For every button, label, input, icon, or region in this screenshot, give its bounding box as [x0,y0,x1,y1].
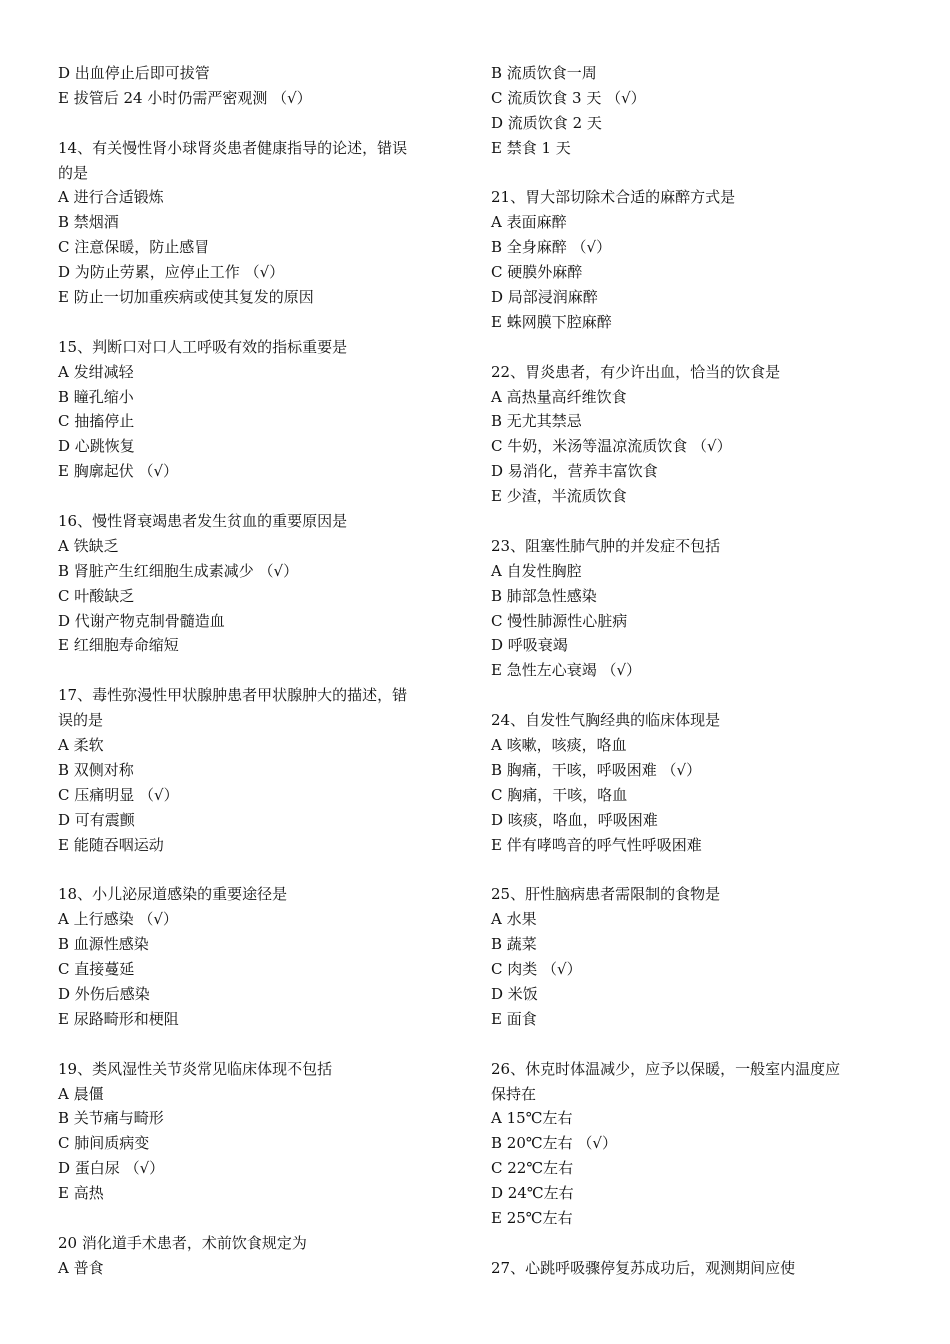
blank-line [58,111,458,136]
option-text: B 20℃左右 （√） [491,1134,617,1153]
option-text: C 注意保暖，防止感冒 [58,238,210,257]
option-text: E 防止一切加重疾病或使其复发的原因 [58,288,314,307]
question-text: 26、休克时体温减少，应予以保暖，一般室内温度应 [491,1059,841,1078]
option-text: D 心跳恢复 [58,437,135,456]
option-text: D 出血停止后即可拔管 [58,64,210,82]
option-text: B 蔬菜 [491,935,537,954]
blank-line [58,310,458,335]
blank-line [58,1206,458,1231]
option-text: C 牛奶，米汤等温凉流质饮食 （√） [491,437,732,456]
option-text: E 红细胞寿命缩短 [58,636,179,655]
option-text: C 肉类 （√） [491,960,582,979]
question-text: 22、胃炎患者，有少许出血，恰当的饮食是 [491,362,781,381]
option-text: D 为防止劳累，应停止工作 （√） [58,263,285,282]
option-text: D 局部浸润麻醉 [491,288,598,307]
option-text: A 上行感染 （√） [58,910,178,929]
question-text: 23、阻塞性肺气肿的并发症不包括 [491,536,721,555]
blank-line [491,1231,891,1256]
option-text: D 外伤后感染 [58,984,150,1003]
option-text: D 代谢产物克制骨髓造血 [58,611,225,630]
option-text: C 肺间质病变 [58,1134,150,1153]
option-text: D 咳痰，咯血，呼吸困难 [491,810,658,829]
option-text: B 流质饮食一周 [491,64,597,82]
option-text: A 晨僵 [58,1084,104,1103]
option-text: D 24℃左右 [491,1184,574,1203]
option-text: E 少渣，半流质饮食 [491,487,627,506]
question-text: 19、类风湿性关节炎常见临床体现不包括 [58,1059,333,1078]
option-text: E 禁食 1 天 [491,138,571,157]
option-text: E 伴有哮鸣音的呼气性呼吸困难 [491,835,702,854]
option-text: C 抽搐停止 [58,412,135,431]
blank-line [58,658,458,683]
right-column [491,61,891,1281]
option-text: B 胸痛，干咳，呼吸困难 （√） [491,760,702,779]
option-text: B 无尤其禁忌 [491,412,582,431]
option-text: A 自发性胸腔 [491,561,582,580]
option-text: C 硬膜外麻醉 [491,263,583,282]
question-text: 15、判断口对口人工呼吸有效的指标重要是 [58,337,348,356]
option-text: E 25℃左右 [491,1208,573,1227]
question-text: 14、有关慢性肾小球肾炎患者健康指导的论述，错误 [58,138,408,157]
question-text: 16、慢性肾衰竭患者发生贫血的重要原因是 [58,512,348,531]
option-text: E 能随吞咽运动 [58,835,164,854]
blank-line [58,484,458,509]
option-text: A 普食 [58,1258,104,1277]
option-text: C 22℃左右 [491,1159,574,1178]
option-text: 的是 [58,163,89,182]
option-text: E 高热 [58,1184,104,1203]
option-text: C 胸痛，干咳，咯血 [491,785,628,804]
question-text: 24、自发性气胸经典的临床体现是 [491,711,721,730]
option-text: B 瞳孔缩小 [58,387,134,406]
option-text: C 流质饮食 3 天 （√） [491,88,646,107]
option-text: B 双侧对称 [58,760,134,779]
question-text: 25、肝性脑病患者需限制的食物是 [491,885,721,904]
option-text: A 咳嗽，咳痰，咯血 [491,736,627,755]
blank-line [491,1032,891,1057]
option-text: D 易消化，营养丰富饮食 [491,462,658,481]
option-text: C 压痛明显 （√） [58,785,179,804]
option-text: A 15℃左右 [491,1109,573,1128]
blank-line [58,858,458,883]
option-text: D 可有震颤 [58,810,135,829]
option-text: E 胸廓起伏 （√） [58,462,179,481]
option-text: E 急性左心衰竭 （√） [491,661,642,680]
option-text: E 尿路畸形和梗阻 [58,1009,179,1028]
blank-line [491,858,891,883]
option-text: A 表面麻醉 [491,213,567,232]
option-text: A 高热量高纤维饮食 [491,387,627,406]
option-text: A 水果 [491,910,537,929]
option-text: B 肾脏产生红细胞生成素减少 （√） [58,561,299,580]
option-text: 保持在 [491,1084,537,1103]
blank-line [58,1032,458,1057]
option-text: B 肺部急性感染 [491,586,597,605]
blank-line [491,509,891,534]
option-text: A 进行合适锻炼 [58,188,164,207]
option-text: C 直接蔓延 [58,960,135,979]
option-text: D 呼吸衰竭 [491,636,568,655]
option-text: A 铁缺乏 [58,536,119,555]
blank-line [491,683,891,708]
option-text: A 发绀减轻 [58,362,134,381]
question-text: 20 消化道手术患者，术前饮食规定为 [58,1233,307,1252]
option-text: C 叶酸缺乏 [58,586,135,605]
option-text: B 全身麻醉 （√） [491,238,612,257]
blank-line [491,161,891,186]
option-text: C 慢性肺源性心脏病 [491,611,628,630]
question-text: 21、胃大部切除术合适的麻醉方式是 [491,188,736,207]
option-text: E 拔管后 24 小时仍需严密观测 （√） [58,88,312,107]
left-column [58,61,458,1281]
option-text: A 柔软 [58,736,104,755]
question-text: 17、毒性弥漫性甲状腺肿患者甲状腺肿大的描述，错 [58,686,408,705]
question-text: 18、小儿泌尿道感染的重要途径是 [58,885,288,904]
option-text: B 血源性感染 [58,935,149,954]
option-text: D 米饭 [491,984,538,1003]
option-text: B 禁烟酒 [58,213,119,232]
blank-line [491,335,891,360]
option-text: E 面食 [491,1009,537,1028]
option-text: B 关节痛与畸形 [58,1109,164,1128]
question-text: 27、心跳呼吸骤停复苏成功后，观测期间应使 [491,1258,796,1277]
option-text: D 流质饮食 2 天 [491,113,602,132]
option-text: E 蛛网膜下腔麻醉 [491,312,612,331]
option-text: 误的是 [58,711,104,730]
option-text: D 蛋白尿 （√） [58,1159,165,1178]
